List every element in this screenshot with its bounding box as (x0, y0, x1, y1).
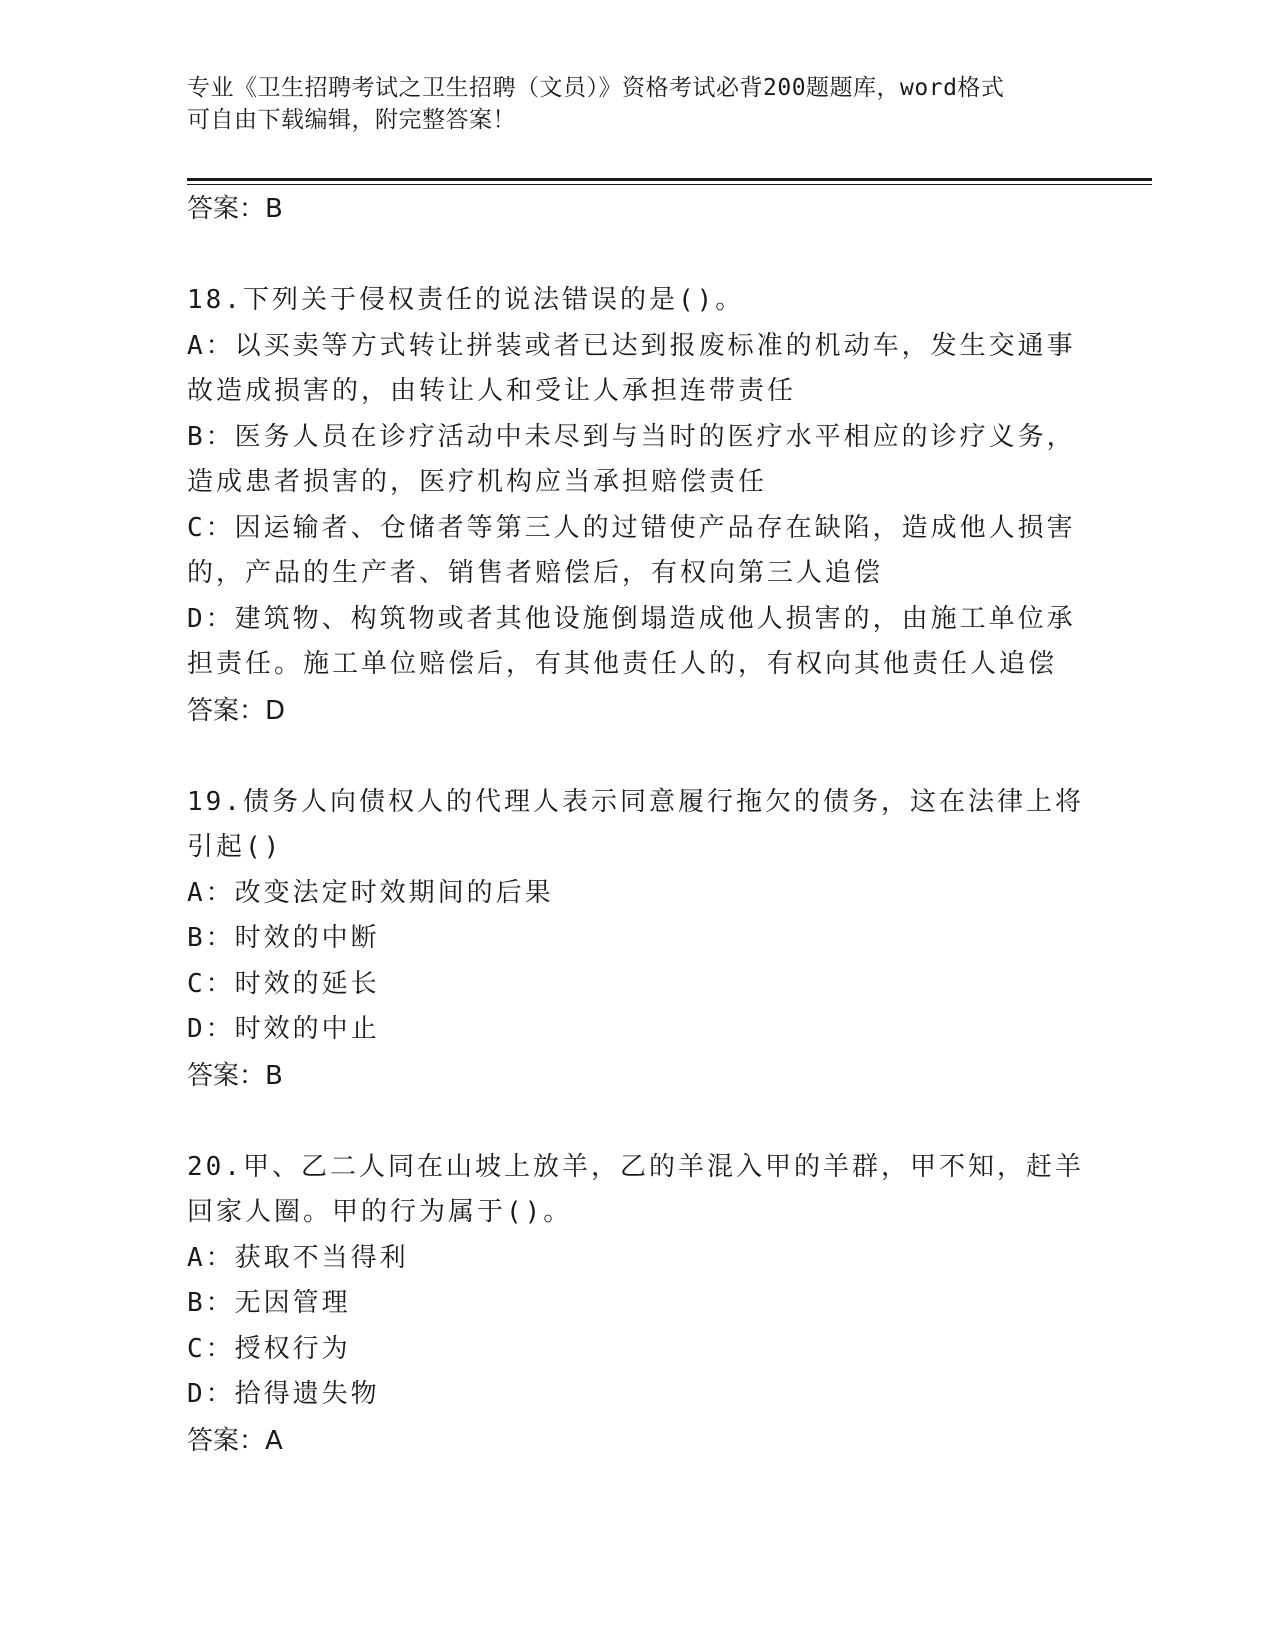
question-stem: 19.债务人向债权人的代理人表示同意履行拖欠的债务，这在法律上将 (187, 786, 1084, 817)
question-stem-continued: 引起() (187, 832, 283, 862)
document-body (187, 186, 1087, 1464)
option-c-continued: 的，产品的生产者、销售者赔偿后，有权向第三人追偿 (187, 558, 884, 588)
option-c: C：授权行为 (187, 1333, 351, 1364)
option-b: B：医务人员在诊疗活动中未尽到与当时的医疗水平相应的诊疗义务， (187, 421, 1076, 452)
header-line-1: 专业《卫生招聘考试之卫生招聘（文员）》资格考试必背200题题库，word格式 (187, 75, 1005, 101)
option-d: D：拾得遗失物 (187, 1379, 380, 1409)
answer-line: 答案：D (187, 695, 286, 726)
question-stem: 18.下列关于侵权责任的说法错误的是()。 (187, 285, 745, 315)
option-c: C：时效的延长 (187, 968, 380, 999)
option-a-continued: 故造成损害的，由转让人和受让人承担连带责任 (187, 376, 797, 406)
option-b: B：时效的中断 (187, 923, 380, 953)
question-18 (187, 278, 1087, 734)
option-d: D：建筑物、构筑物或者其他设施倒塌造成他人损害的，由施工单位承 (187, 603, 1076, 634)
option-a: A：获取不当得利 (187, 1242, 409, 1273)
option-d-continued: 担责任。施工单位赔偿后，有其他责任人的，有权向其他责任人追偿 (187, 649, 1058, 679)
header-divider-thick (187, 178, 1152, 181)
header-line-2: 可自由下载编辑，附完整答案！ (187, 107, 516, 133)
document-header (187, 72, 1087, 136)
option-d: D：时效的中止 (187, 1014, 380, 1044)
option-b: B：无因管理 (187, 1288, 351, 1318)
option-b-continued: 造成患者损害的，医疗机构应当承担赔偿责任 (187, 467, 768, 497)
question-stem: 20.甲、乙二人同在山坡上放羊，乙的羊混入甲的羊群，甲不知，赶羊 (187, 1151, 1084, 1182)
answer-line: 答案：B (187, 1060, 283, 1091)
option-c: C：因运输者、仓储者等第三人的过错使产品存在缺陷，造成他人损害 (187, 512, 1076, 543)
question-19 (187, 780, 1087, 1099)
question-20 (187, 1145, 1087, 1464)
option-a: A：以买卖等方式转让拼装或者已达到报废标准的机动车，发生交通事 (187, 330, 1076, 361)
question-stem-continued: 回家人圈。甲的行为属于()。 (187, 1197, 573, 1227)
answer-line: 答案：B (187, 194, 283, 224)
answer-line: 答案：A (187, 1425, 283, 1456)
header-divider-thin (187, 184, 1152, 185)
option-a: A：改变法定时效期间的后果 (187, 877, 554, 908)
